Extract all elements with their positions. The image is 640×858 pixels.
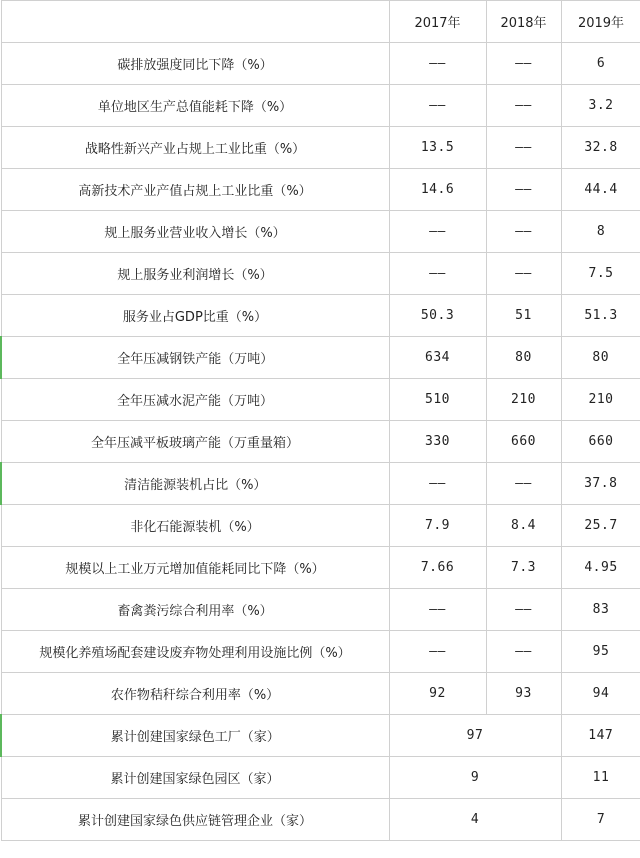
value-2017: 50.3 [389,295,486,337]
value-2018: —— [486,85,561,127]
value-2018: 210 [486,379,561,421]
table-row [1,337,640,379]
value-2017: —— [389,589,486,631]
row-label: 清洁能源装机占比（%） [1,463,389,505]
row-label: 畜禽粪污综合利用率（%） [1,589,389,631]
value-2018: —— [486,589,561,631]
row-label: 累计创建国家绿色园区（家） [1,757,389,799]
value-2019: 11 [561,757,640,799]
row-label: 累计创建国家绿色供应链管理企业（家） [1,799,389,841]
value-2017: 634 [389,337,486,379]
header-label-cell [1,1,389,43]
table-row [1,589,640,631]
table-row-merged [1,715,640,757]
value-2017: —— [389,631,486,673]
table-row [1,673,640,715]
value-2019: 95 [561,631,640,673]
value-2017: —— [389,43,486,85]
table-row [1,169,640,211]
row-label: 累计创建国家绿色工厂（家） [1,715,389,757]
row-label: 碳排放强度同比下降（%） [1,43,389,85]
table-row [1,127,640,169]
value-2018: 7.3 [486,547,561,589]
table-row [1,253,640,295]
value-2019: 37.8 [561,463,640,505]
row-label: 高新技术产业产值占规上工业比重（%） [1,169,389,211]
row-label: 规上服务业利润增长（%） [1,253,389,295]
value-2018: 660 [486,421,561,463]
value-2019: 8 [561,211,640,253]
value-2018: 93 [486,673,561,715]
value-2017: 13.5 [389,127,486,169]
value-2017: —— [389,211,486,253]
value-2017: —— [389,85,486,127]
value-2019: 51.3 [561,295,640,337]
header-year-2017: 2017年 [389,1,486,43]
value-2019: 44.4 [561,169,640,211]
value-2018: —— [486,463,561,505]
value-2017-2018-merged: 9 [389,757,561,799]
table-row [1,211,640,253]
value-2018: 51 [486,295,561,337]
row-label: 全年压减平板玻璃产能（万重量箱） [1,421,389,463]
value-2019: 660 [561,421,640,463]
value-2019: 210 [561,379,640,421]
row-label: 服务业占GDP比重（%） [1,295,389,337]
value-2019: 4.95 [561,547,640,589]
value-2019: 3.2 [561,85,640,127]
value-2019: 32.8 [561,127,640,169]
value-2019: 147 [561,715,640,757]
value-2019: 83 [561,589,640,631]
row-label: 全年压减水泥产能（万吨） [1,379,389,421]
row-label: 规上服务业营业收入增长（%） [1,211,389,253]
table-row [1,631,640,673]
row-label: 规模以上工业万元增加值能耗同比下降（%） [1,547,389,589]
value-2017: 510 [389,379,486,421]
table-row [1,463,640,505]
value-2017: 7.9 [389,505,486,547]
table-row [1,295,640,337]
value-2019: 25.7 [561,505,640,547]
table-row [1,421,640,463]
table-row [1,547,640,589]
table-row [1,379,640,421]
value-2018: —— [486,43,561,85]
row-label: 单位地区生产总值能耗下降（%） [1,85,389,127]
value-2018: —— [486,169,561,211]
row-label: 战略性新兴产业占规上工业比重（%） [1,127,389,169]
table-row [1,85,640,127]
value-2019: 94 [561,673,640,715]
value-2017-2018-merged: 4 [389,799,561,841]
value-2017: —— [389,463,486,505]
value-2018: —— [486,253,561,295]
table-row-merged [1,757,640,799]
row-label: 农作物秸秆综合利用率（%） [1,673,389,715]
value-2019: 6 [561,43,640,85]
table-row-merged [1,799,640,841]
value-2017: —— [389,253,486,295]
value-2019: 80 [561,337,640,379]
table-row [1,43,640,85]
header-year-2018: 2018年 [486,1,561,43]
row-label: 全年压减钢铁产能（万吨） [1,337,389,379]
value-2017: 92 [389,673,486,715]
table-body [1,1,640,841]
header-year-2019: 2019年 [561,1,640,43]
value-2018: 8.4 [486,505,561,547]
value-2019: 7.5 [561,253,640,295]
value-2018: 80 [486,337,561,379]
value-2018: —— [486,211,561,253]
value-2017-2018-merged: 97 [389,715,561,757]
value-2018: —— [486,631,561,673]
row-label: 非化石能源装机（%） [1,505,389,547]
value-2019: 7 [561,799,640,841]
value-2018: —— [486,127,561,169]
row-label: 规模化养殖场配套建设废弃物处理利用设施比例（%） [1,631,389,673]
table-row [1,505,640,547]
value-2017: 7.66 [389,547,486,589]
value-2017: 330 [389,421,486,463]
header-row [1,1,640,43]
value-2017: 14.6 [389,169,486,211]
